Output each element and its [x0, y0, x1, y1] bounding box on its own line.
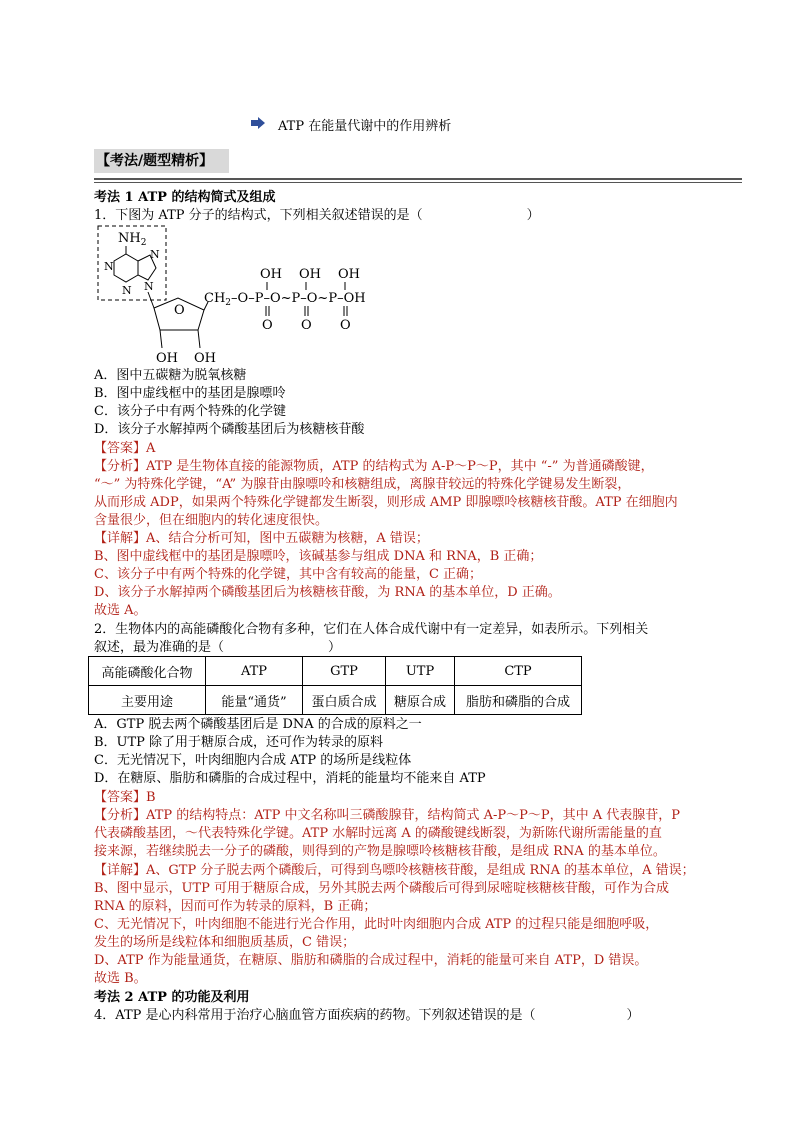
svg-text:OH: OH	[194, 351, 216, 366]
answer-value: B	[146, 790, 156, 805]
detail-line: 【详解】A、GTP 分子脱去两个磷酸后，可得到鸟嘌呤核糖核苷酸，是组成 RNA 的基本单位，A 错误；	[94, 863, 695, 878]
svg-text:N: N	[144, 280, 154, 293]
divider	[94, 178, 742, 180]
atp-structure-diagram	[94, 224, 394, 368]
compound-uses-table	[88, 656, 582, 715]
answer-value: A	[146, 441, 156, 456]
table-cell: 高能磷酸化合物	[89, 657, 206, 686]
answer-label: 【答案】	[94, 441, 147, 456]
detail-line: 发生的场所是线粒体和细胞质基质，C 错误；	[94, 935, 356, 950]
option: B．图中虚线框中的基团是腺嘌呤	[94, 386, 286, 401]
detail-line: 故选 A。	[94, 603, 147, 618]
answer-label: 【答案】	[94, 790, 147, 805]
analysis-line: 【分析】ATP 是生物体直接的能源物质，ATP 的结构式为 A-P～P～P，其中 “-” 为普通磷酸键，	[94, 459, 654, 474]
detail-line: D、ATP 作为能量通货，在糖原、脂肪和磷脂的合成过程中，消耗的能量可来自 ATP，D 错误。	[94, 953, 648, 968]
table-row	[89, 686, 582, 715]
analysis-line: 从而形成 ADP，如果两个特殊化学键都发生断裂，则形成 AMP 即腺嘌呤核糖核苷酸。ATP 在细胞内	[94, 495, 678, 510]
table-header-row	[89, 657, 582, 686]
detail-line: RNA 的原料，因而可作为转录的原料，B 正确；	[94, 899, 377, 914]
answer-line	[94, 440, 155, 458]
analysis-line: “～” 为特殊化学键，“A” 为腺苷由腺嘌呤和核糖组成，离腺苷较远的特殊化学键易发生断裂，	[94, 477, 631, 492]
analysis-line: 含量很少，但在细胞内的转化速度很快。	[94, 513, 329, 528]
method-title: 考法 2 ATP 的功能及利用	[94, 990, 250, 1005]
analysis-line: 接来源，若继续脱去一分子的磷酸，则得到的产物是腺嘌呤核糖核苷酸，是组成 RNA 的基本单位。	[94, 844, 666, 859]
option: D．在糖原、脂肪和磷脂的合成过程中，消耗的能量均不能来自 ATP	[94, 771, 486, 786]
analysis-label: 【分析】	[94, 459, 147, 474]
table-cell: ATP	[206, 657, 303, 686]
svg-text:OH: OH	[299, 267, 321, 282]
svg-text:OH: OH	[260, 267, 282, 282]
svg-text:CH2–O–P–O~P–O~P–OH: $CH_2-O-P-O\sim P-O\sim P-OH$	[204, 291, 366, 308]
svg-text:O: O	[174, 303, 185, 318]
option: C．该分子中有两个特殊的化学键	[94, 404, 286, 419]
divider	[94, 182, 742, 183]
method-title: 考法 1 ATP 的结构简式及组成	[94, 190, 276, 205]
svg-text:OH: OH	[338, 267, 360, 282]
question-stem: 4．ATP 是心内科常用于治疗心脑血管方面疾病的药物。下列叙述错误的是（ ）	[94, 1008, 640, 1023]
table-cell: 蛋白质合成	[303, 686, 386, 715]
svg-text:N: N	[104, 260, 114, 273]
section-heading: 【考法/题型精析】	[94, 149, 229, 173]
question-stem: 叙述，最为准确的是（ ）	[94, 640, 342, 655]
question-stem: 1．下图为 ATP 分子的结构式，下列相关叙述错误的是（ ）	[94, 208, 540, 223]
detail-line: 【详解】A、结合分析可知，图中五碳糖为核糖，A 错误；	[94, 531, 429, 546]
option: C．无光情况下，叶肉细胞内合成 ATP 的场所是线粒体	[94, 753, 412, 768]
detail-line: 故选 B。	[94, 971, 147, 986]
option: D．该分子水解掉两个磷酸基团后为核糖核苷酸	[94, 422, 365, 437]
table-cell: CTP	[455, 657, 582, 686]
analysis-line: 【分析】ATP 的结构特点：ATP 中文名称叫三磷酸腺苷，结构简式 A-P～P～P，其中 A 代表腺苷，P	[94, 808, 681, 823]
nh2-label: $NH_2$	[118, 231, 147, 248]
table-cell: 糖原合成	[386, 686, 455, 715]
analysis-line: 代表磷酸基团，～代表特殊化学键。ATP 水解时远离 A 的磷酸键线断裂，为新陈代谢所需能量的直	[94, 826, 662, 841]
detail-line: B、图中虚线框中的基团是腺嘌呤，该碱基参与组成 DNA 和 RNA，B 正确；	[94, 549, 543, 564]
option: A．GTP 脱去两个磷酸基团后是 DNA 的合成的原料之一	[94, 717, 422, 732]
question-stem: 2．生物体内的高能磷酸化合物有多种，它们在人体合成代谢中有一定差异，如表所示。下列相关	[94, 622, 649, 637]
detail-label: 【详解】	[94, 863, 147, 878]
page-subtitle: ATP 在能量代谢中的作用辨析	[278, 119, 452, 134]
detail-line: C、该分子中有两个特殊的化学键，其中含有较高的能量，C 正确；	[94, 567, 483, 582]
svg-text:N: N	[122, 284, 132, 297]
table-cell: UTP	[386, 657, 455, 686]
svg-text:N: N	[150, 248, 160, 261]
svg-text:O: O	[301, 318, 312, 333]
table-cell: 主要用途	[89, 686, 206, 715]
detail-line: B、图中显示，UTP 可用于糖原合成，另外其脱去两个磷酸后可得到尿嘧啶核糖核苷酸，可作为合成	[94, 881, 670, 896]
answer-line	[94, 789, 156, 807]
detail-line: C、无光情况下，叶肉细胞不能进行光合作用，此时叶肉细胞内合成 ATP 的过程只能是细胞呼吸，	[94, 917, 659, 932]
table-cell: 脂肪和磷脂的合成	[455, 686, 582, 715]
detail-line: D、该分子水解掉两个磷酸基团后为核糖核苷酸，为 RNA 的基本单位，D 正确。	[94, 585, 561, 600]
svg-text:OH: OH	[156, 351, 178, 366]
option: B．UTP 除了用于糖原合成，还可作为转录的原料	[94, 735, 384, 750]
option: A．图中五碳糖为脱氧核糖	[94, 368, 247, 383]
analysis-label: 【分析】	[94, 808, 147, 823]
table-cell: GTP	[303, 657, 386, 686]
detail-label: 【详解】	[94, 531, 147, 546]
svg-text:O: O	[262, 318, 273, 333]
svg-text:O: O	[340, 318, 351, 333]
arrow-right-icon	[251, 117, 265, 129]
table-cell: 能量“通货”	[206, 686, 303, 715]
